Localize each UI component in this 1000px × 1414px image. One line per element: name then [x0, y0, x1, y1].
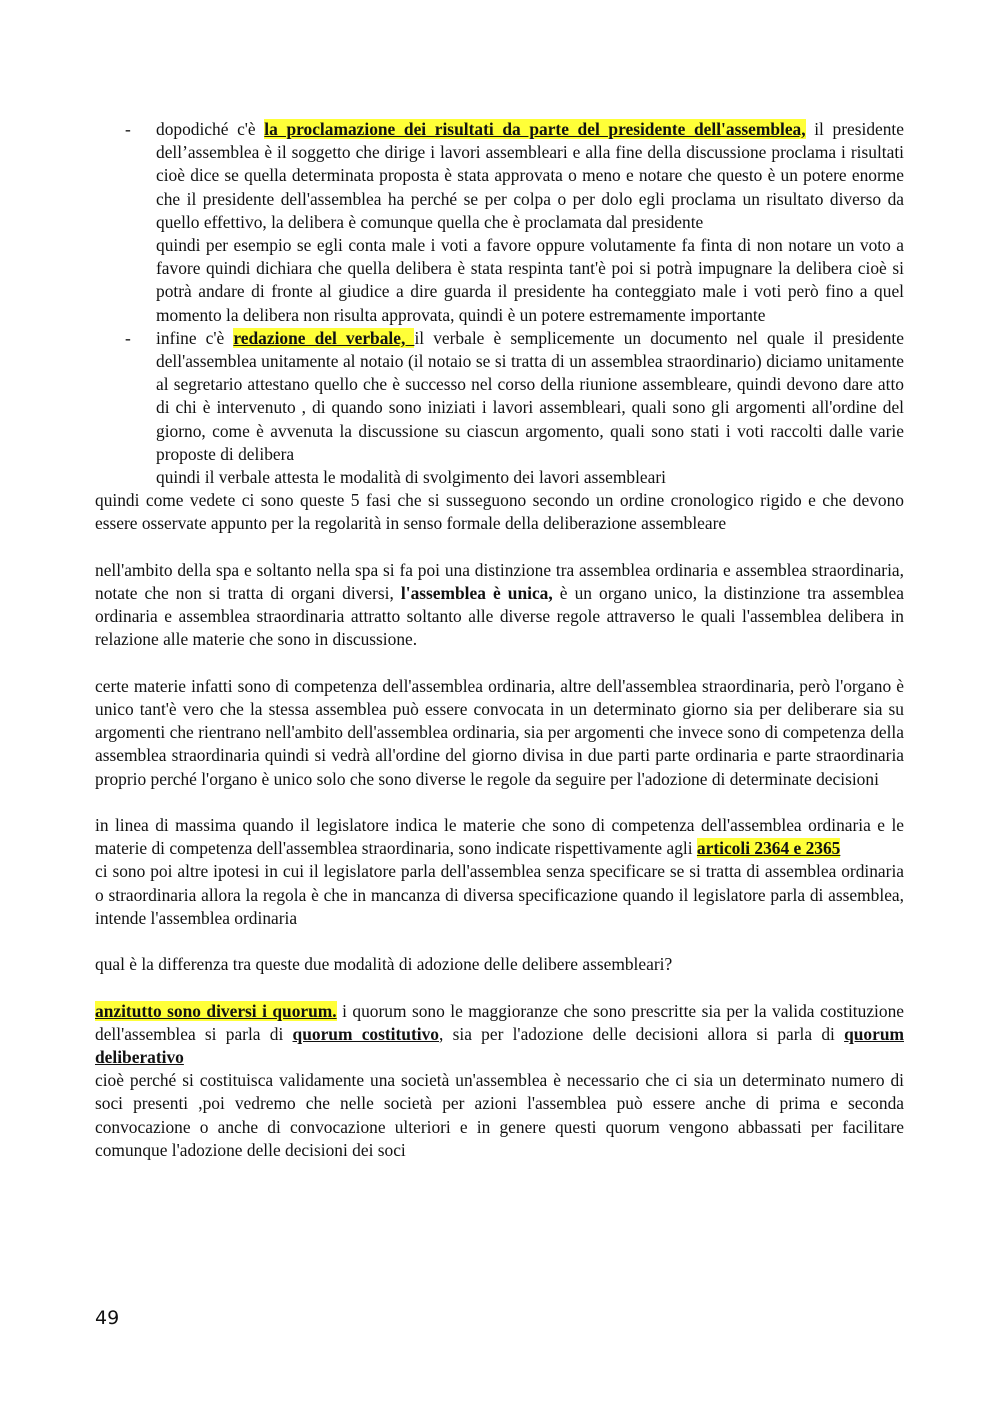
paragraph: quindi per esempio se egli conta male i voti a favore oppure volutamente fa finta di non notare un voto a favore quindi dichiara che quella delibera è stata respinta tant'è poi si potrà impugnare la delibera cioè si potrà andare di fronte al giudice a dire guarda il presidente ha conteggiato male i voti però fino a quel momento la delibera non risulta approvata, quindi è un potere estremamente importante	[156, 235, 904, 325]
highlighted-text: anzitutto sono diversi i quorum.	[95, 1000, 337, 1021]
list-bullet: -	[125, 327, 131, 348]
paragraph-materie: certe materie infatti sono di competenza dell'assemblea ordinaria, altre dell'assemblea straordinaria, però l'organo è unico tant'è vero che la stessa assemblea può essere convocata in un determinato giorno sia per deliberare sia su argomenti che rientrano nell'ambito dell'assemblea ordinaria, sia per argomenti che invece sono di competenza della assemblea straordinaria quindi si vedrà all'ordine del giorno divisa in due parti parte ordinaria e parte straordinaria proprio perché l'organo è unico solo che sono diverse le regole da seguire per l'adozione di determinate decisioni	[95, 675, 904, 789]
paragraph: quindi il verbale attesta le modalità di svolgimento dei lavori assembleari	[156, 467, 666, 488]
paragraph-ipotesi: ci sono poi altre ipotesi in cui il legislatore parla dell'assemblea senza specificare se si tratta di assemblea ordinaria o straordinaria allora la regola è che in mancanza di diversa specificazione quando il legislatore parla di assemblea, intende l'assemblea ordinaria	[95, 861, 904, 928]
paragraph-ambito: nell'ambito della spa e soltanto nella spa si fa poi una distinzione tra assemblea ordinaria e assemblea straordinaria, notate che non si tratta di organi diversi, l'assemblea è unica, è un organo unico, la distinzione tra assemblea ordinaria e assemblea straordinaria attratto soltanto alle diverse regole attraverso le quali l'assemblea delibera in relazione alle materie che sono in discussione.	[95, 559, 904, 650]
highlighted-text: redazione del verbale,	[233, 327, 415, 348]
bold-text: l'assemblea è unica,	[400, 583, 553, 604]
paragraph-quorum: anzitutto sono diversi i quorum. i quorum sono le maggioranze che sono prescritte sia per la valida costituzione dell'assemblea si parla di quorum costitutivo, sia per l'adozione delle decisioni allora si parla di quorum deliberativo	[95, 1000, 905, 1068]
paragraph-linea: in linea di massima quando il legislatore indica le materie che sono di competenza dell'assemblea ordinaria e le materie di competenza dell'assemblea straordinaria, sono indicate rispettivamente agli articoli 2364 e 2365	[95, 815, 904, 859]
list-item-proclamazione	[95, 118, 904, 327]
term-quorum-deliberativo: quorum deliberativo	[95, 1023, 905, 1068]
page-number: 49	[95, 1307, 120, 1329]
paragraph: dopodiché c'è la proclamazione dei risultati da parte del presidente dell'assemblea, il presidente dell’assemblea è il soggetto che dirige i lavori assembleari e alla fine della discussione proclama i risultati cioè dice se quella determinata proposta è stata approvata o meno e notare che questo è un potere enorme che il presidente dell'assemblea ha perché se per colpa o per dolo egli proclama un risultato diverso da quello effettivo, la delibera è comunque quella che è proclamata dal presidente	[156, 119, 904, 232]
list-bullet: -	[125, 119, 131, 139]
highlighted-text: articoli 2364 e 2365	[696, 838, 841, 859]
paragraph: infine c'è redazione del verbale, il verbale è semplicemente un documento nel quale il presidente dell'assemblea unitamente al notaio (il notaio se si tratta di un assemblea straordinario) diciamo unitamente al segretario attestano quello che è successo nel corso della riunione assembleare, quindi devono dare atto di chi è intervenuto , di quando sono iniziati i lavori assembleari, quali sono gli argomenti all'ordine del giorno, come è avvenuta la discussione su ciascun argomento, quali sono stati i voti raccolti dalle varie proposte di delibera	[156, 327, 904, 464]
highlighted-text: la proclamazione dei risultati da parte del presidente dell'assemblea,	[264, 119, 806, 139]
paragraph-fasi: quindi come vedete ci sono queste 5 fasi che si susseguono secondo un ordine cronologico rigido e che devono essere osservate appunto per la regolarità in senso formale della deliberazione assembleare	[95, 490, 904, 534]
term-quorum-costitutivo: quorum costitutivo	[292, 1023, 439, 1044]
list-item-verbale	[95, 327, 904, 489]
paragraph-domanda: qual è la differenza tra queste due modalità di adozione delle delibere assembleari?	[95, 954, 673, 975]
document-body	[95, 118, 904, 1162]
paragraph-cioe: cioè perché si costituisca validamente una società un'assemblea è necessario che ci sia un determinato numero di soci presenti ,poi vedremo che nelle società per azioni l'assemblea può essere anche di prima e seconda convocazione o anche di convocazione ulteriori e in genere questi quorum vengono abbassati per facilitare comunque l'adozione delle decisioni dei soci	[95, 1070, 904, 1160]
